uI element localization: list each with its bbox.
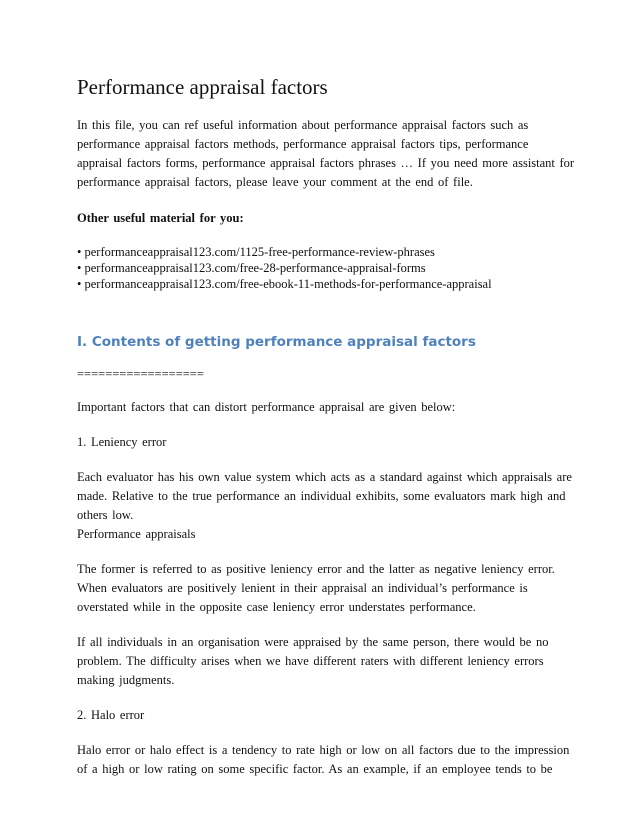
divider-line: ================== — [77, 367, 204, 381]
other-material-heading: Other useful material for you: — [77, 211, 244, 225]
performance-appraisals-line: Performance appraisals — [77, 527, 196, 541]
intro-paragraph: In this file, you can ref useful information about performance appraisal factors such as performance appraisal factors methods, performance appraisal factors tips, performance appraisal factors forms, performance appraisal factors phrases … If you need more assistant for performance appraisal factors, please leave your comment at the end of file. — [77, 118, 575, 189]
same-person-paragraph: If all individuals in an organisation were appraised by the same person, there would be no problem. The difficulty arises when we have different raters with different leniency errors making judgments. — [77, 635, 549, 687]
leniency-error-title: 1. Leniency error — [77, 435, 167, 449]
useful-links-list — [77, 244, 577, 292]
leniency-paragraph: Each evaluator has his own value system which acts as a standard against which appraisals are made. Relative to the true performance an individual exhibits, some evaluators mark high and others low. — [77, 470, 572, 522]
useful-link[interactable]: • performanceappraisal123.com/1125-free-performance-review-phrases — [77, 245, 435, 259]
halo-paragraph: Halo error or halo effect is a tendency to rate high or low on all factors due to the impression of a high or low rating on some specific factor. As an example, if an employee tends to be — [77, 743, 570, 776]
important-factors-paragraph: Important factors that can distort performance appraisal are given below: — [77, 400, 456, 414]
document-page — [77, 74, 577, 779]
halo-error-title: 2. Halo error — [77, 708, 145, 722]
useful-link[interactable]: • performanceappraisal123.com/free-ebook-11-methods-for-performance-appraisal — [77, 277, 492, 291]
section-heading: I. Contents of getting performance appraisal factors — [77, 334, 476, 350]
document-title: Performance appraisal factors — [77, 75, 328, 99]
former-latter-paragraph: The former is referred to as positive leniency error and the latter as negative leniency error. When evaluators are positively lenient in their appraisal an individual’s performance is overstated while in the opposite case leniency error understates performance. — [77, 562, 555, 614]
useful-link[interactable]: • performanceappraisal123.com/free-28-performance-appraisal-forms — [77, 261, 426, 275]
